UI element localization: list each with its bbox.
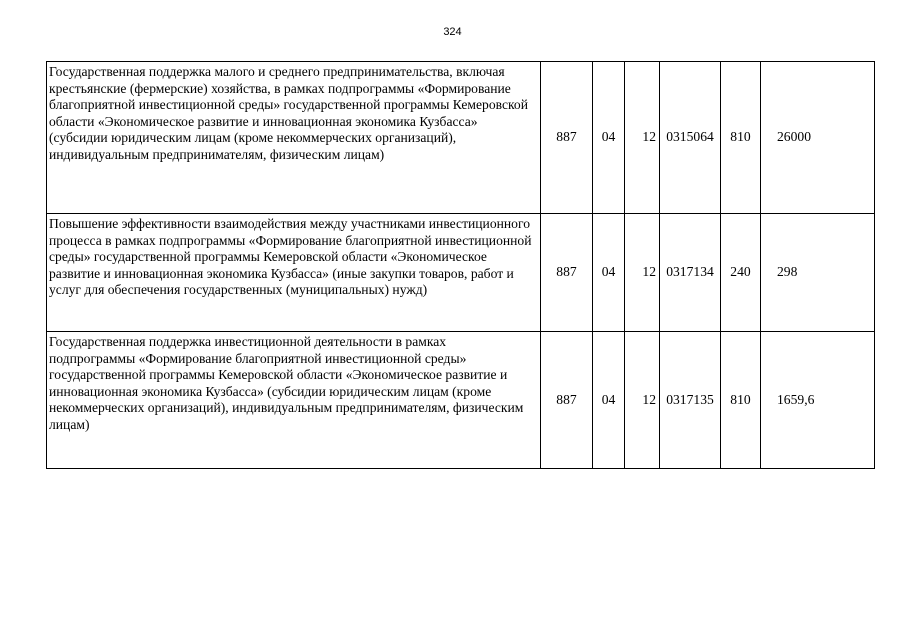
- subsection-code: 12: [625, 62, 660, 214]
- table-row: [47, 332, 875, 469]
- row-description: Повышение эффективности взаимодействия между участниками инвестиционного процесса в рамках подпрограммы «Формирование благоприятной инвестиционной среды» государственной программы Кемеровской области «Экономическое развитие и инновационная экономика Кузбасса» (иные закупки товаров, работ и услуг для обеспечения государственных (муниципальных) нужд): [47, 214, 541, 332]
- amount: 298: [761, 214, 875, 332]
- target-article-code: 0317134: [660, 214, 721, 332]
- section-code: 04: [593, 62, 625, 214]
- ministry-code: 887: [541, 332, 593, 469]
- row-description: Государственная поддержка малого и среднего предпринимательства, включая крестьянские (фермерские) хозяйства, в рамках подпрограммы «Формирование благоприятной инвестиционной среды» государственной программы Кемеровской области «Экономическое развитие и инновационная экономика Кузбасса» (субсидии юридическим лицам (кроме некоммерческих организаций), индивидуальным предпринимателям, физическим лицам): [47, 62, 541, 214]
- expense-type-code: 810: [721, 332, 761, 469]
- budget-table: [46, 61, 875, 469]
- row-description: Государственная поддержка инвестиционной деятельности в рамках подпрограммы «Формирование благоприятной инвестиционной среды» государственной программы Кемеровской области «Экономическое развитие и инновационная экономика Кузбасса» (субсидии юридическим лицам (кроме некоммерческих организаций), индивидуальным предпринимателям, физическим лицам): [47, 332, 541, 469]
- subsection-code: 12: [625, 332, 660, 469]
- ministry-code: 887: [541, 214, 593, 332]
- table-row: [47, 214, 875, 332]
- amount: 26000: [761, 62, 875, 214]
- amount: 1659,6: [761, 332, 875, 469]
- target-article-code: 0317135: [660, 332, 721, 469]
- subsection-code: 12: [625, 214, 660, 332]
- table-row: [47, 62, 875, 214]
- page-number: 324: [443, 26, 462, 38]
- ministry-code: 887: [541, 62, 593, 214]
- expense-type-code: 240: [721, 214, 761, 332]
- section-code: 04: [593, 332, 625, 469]
- expense-type-code: 810: [721, 62, 761, 214]
- target-article-code: 0315064: [660, 62, 721, 214]
- section-code: 04: [593, 214, 625, 332]
